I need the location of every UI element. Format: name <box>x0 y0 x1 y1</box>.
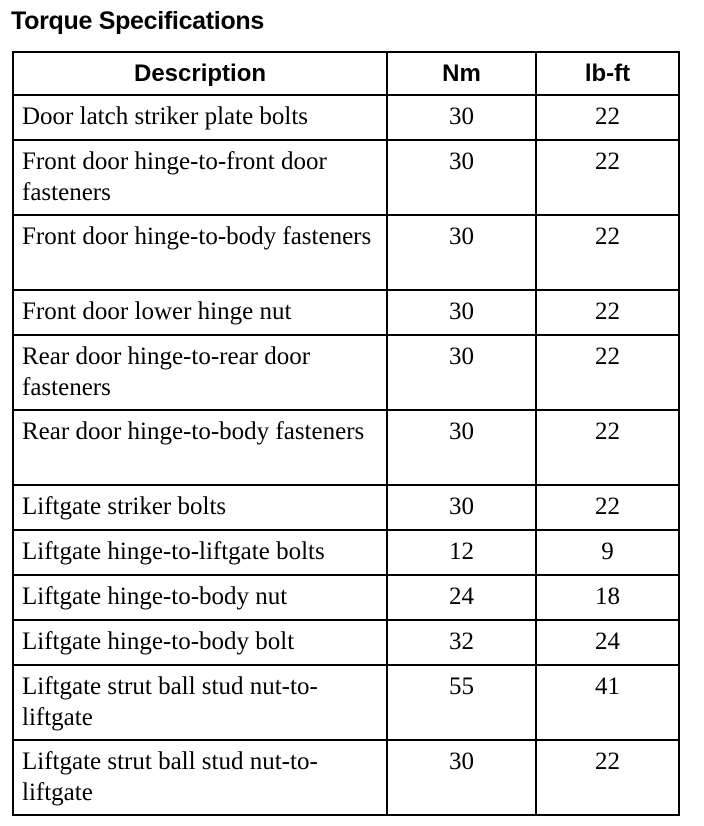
cell-description: Liftgate hinge-to-body nut <box>13 575 387 620</box>
table-row <box>13 740 679 815</box>
cell-lbft: 9 <box>536 530 679 575</box>
cell-lbft: 22 <box>536 485 679 530</box>
table-header-row <box>13 52 679 95</box>
column-header-description: Description <box>13 52 387 95</box>
cell-description: Front door hinge-to-front door fasteners <box>13 140 387 215</box>
cell-description: Liftgate striker bolts <box>13 485 387 530</box>
cell-nm: 30 <box>387 335 536 410</box>
cell-lbft: 22 <box>536 410 679 485</box>
table-row <box>13 215 679 290</box>
cell-description: Rear door hinge-to-body fasteners <box>13 410 387 485</box>
table-row <box>13 620 679 665</box>
cell-nm: 30 <box>387 140 536 215</box>
table-row <box>13 665 679 740</box>
cell-nm: 30 <box>387 410 536 485</box>
table-row <box>13 335 679 410</box>
cell-nm: 30 <box>387 95 536 140</box>
cell-lbft: 22 <box>536 95 679 140</box>
cell-description: Front door hinge-to-body fasteners <box>13 215 387 290</box>
cell-lbft: 41 <box>536 665 679 740</box>
cell-description: Liftgate hinge-to-body bolt <box>13 620 387 665</box>
torque-spec-table <box>12 51 680 816</box>
cell-description: Front door lower hinge nut <box>13 290 387 335</box>
table-row <box>13 290 679 335</box>
cell-lbft: 22 <box>536 290 679 335</box>
column-header-nm: Nm <box>387 52 536 95</box>
cell-description: Liftgate strut ball stud nut-to-liftgate <box>13 740 387 815</box>
column-header-lbft: lb-ft <box>536 52 679 95</box>
cell-lbft: 24 <box>536 620 679 665</box>
cell-lbft: 22 <box>536 140 679 215</box>
cell-nm: 55 <box>387 665 536 740</box>
cell-lbft: 22 <box>536 215 679 290</box>
cell-description: Door latch striker plate bolts <box>13 95 387 140</box>
cell-description: Liftgate hinge-to-liftgate bolts <box>13 530 387 575</box>
table-row <box>13 140 679 215</box>
cell-nm: 32 <box>387 620 536 665</box>
table-row <box>13 485 679 530</box>
cell-nm: 12 <box>387 530 536 575</box>
cell-lbft: 22 <box>536 740 679 815</box>
cell-description: Rear door hinge-to-rear door fasteners <box>13 335 387 410</box>
cell-nm: 30 <box>387 215 536 290</box>
page-title: Torque Specifications <box>11 7 265 35</box>
table-row <box>13 95 679 140</box>
cell-lbft: 22 <box>536 335 679 410</box>
cell-nm: 24 <box>387 575 536 620</box>
table-row <box>13 575 679 620</box>
cell-nm: 30 <box>387 290 536 335</box>
cell-lbft: 18 <box>536 575 679 620</box>
table-row <box>13 530 679 575</box>
table-row <box>13 410 679 485</box>
cell-nm: 30 <box>387 485 536 530</box>
cell-description: Liftgate strut ball stud nut-to-liftgate <box>13 665 387 740</box>
cell-nm: 30 <box>387 740 536 815</box>
